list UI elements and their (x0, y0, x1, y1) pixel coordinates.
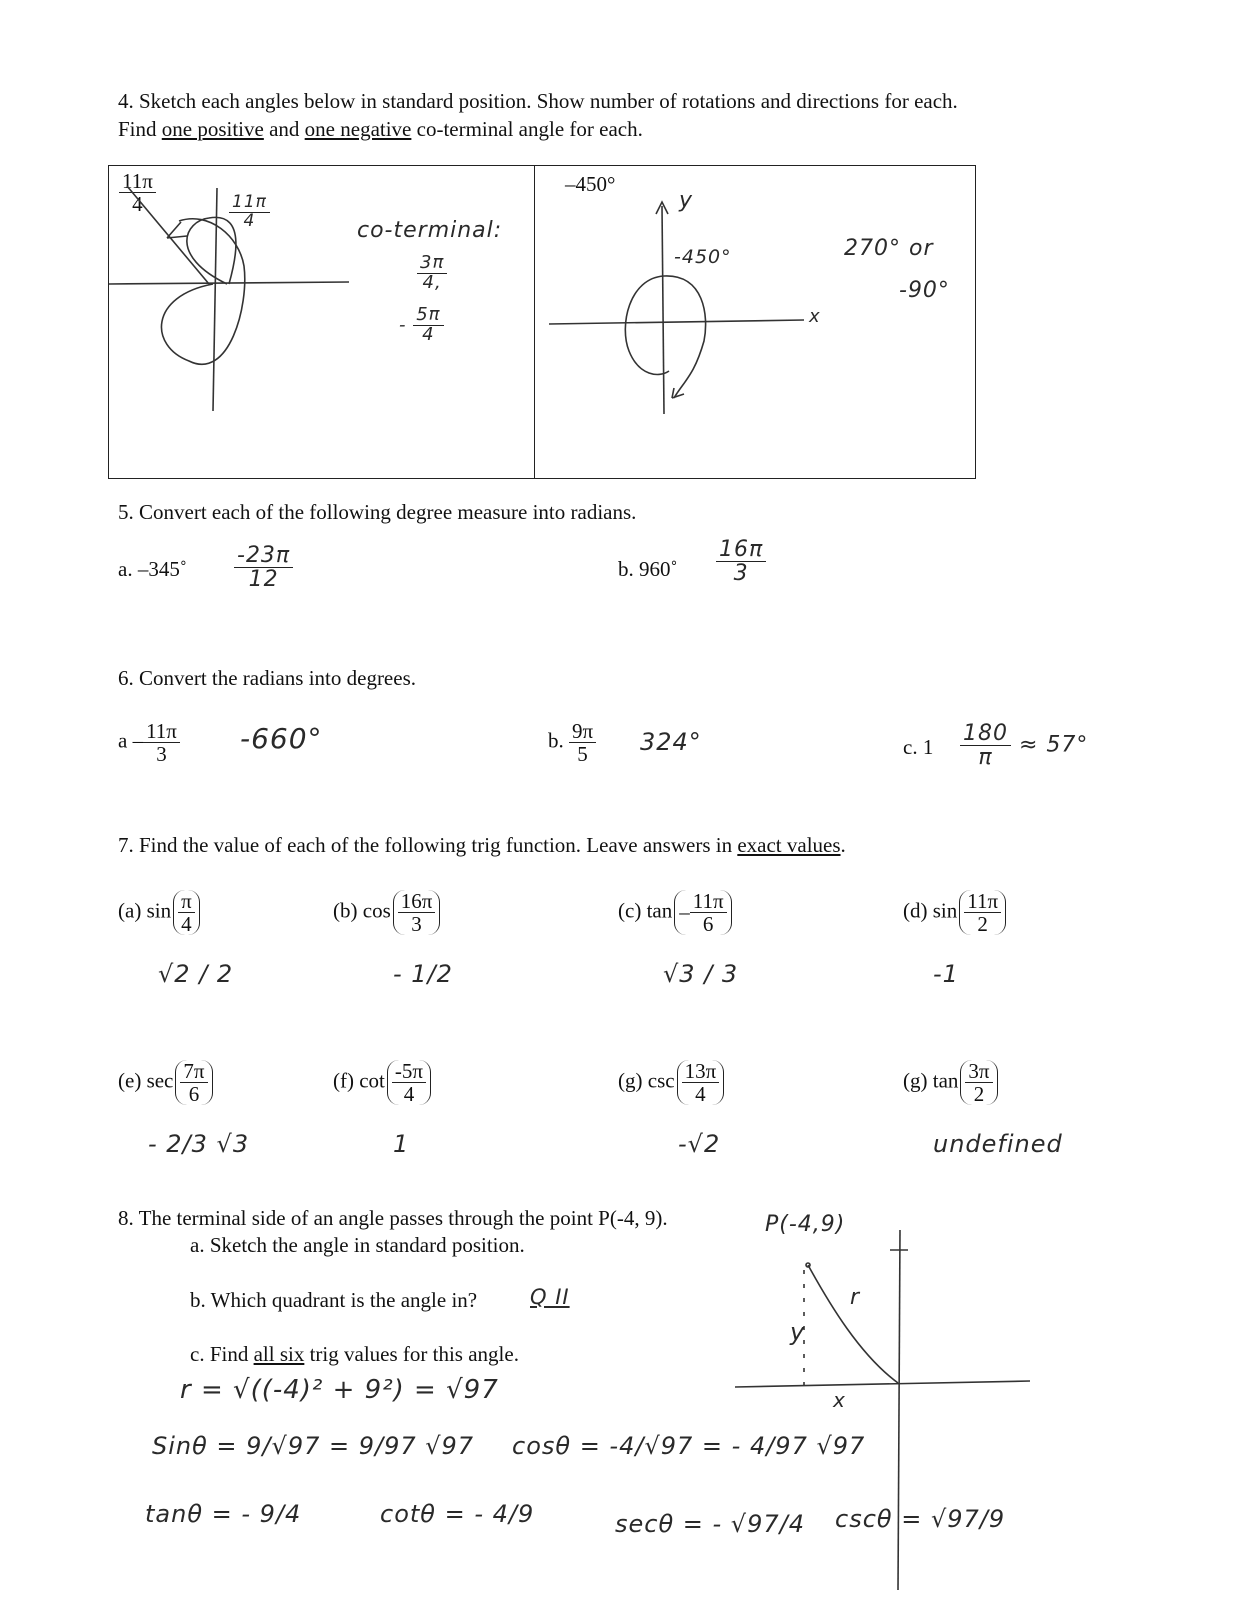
q7-answer: √2 / 2 (158, 960, 234, 988)
item-label: (d) (903, 898, 928, 923)
numerator: 13π (682, 1060, 720, 1083)
denominator: 4 (422, 323, 435, 345)
denominator: π (978, 745, 993, 771)
item-label: (b) (333, 898, 358, 923)
sign: - (399, 314, 407, 336)
text: . (840, 833, 846, 857)
point-label: P(-4,9) (765, 1212, 846, 1237)
y-label: y (790, 1318, 806, 1346)
q8-title: 8. The terminal side of an angle passes through the point P(-4, 9). (118, 1206, 668, 1230)
item-label: (f) (333, 1068, 354, 1093)
csc-work: cscθ = √97/9 (835, 1505, 1006, 1533)
item-label: (g) (903, 1068, 928, 1093)
left-hw-angle (229, 194, 270, 231)
right-answer-line2: -90° (899, 278, 950, 303)
cot-work: cotθ = - 4/9 (380, 1500, 535, 1528)
r-work: r = √((-4)² + 9²) = √97 (180, 1375, 499, 1405)
function-name: sin (146, 898, 172, 923)
denominator: 3 (411, 912, 422, 937)
denominator: 4 (243, 210, 256, 231)
argument (173, 890, 200, 935)
numerator: 9π (569, 720, 596, 743)
q7-item (618, 1060, 724, 1105)
q4-prompt-line1: 4. Sketch each angles below in standard position. Show number of rotations and directions for each. (118, 89, 958, 113)
right-x-axis-label: x (809, 306, 821, 327)
text: co-terminal angle for each. (411, 117, 643, 141)
denominator: 4, (422, 271, 442, 293)
q6b (548, 720, 596, 765)
q6b-answer: 324° (640, 728, 702, 756)
numerator: 11π (143, 720, 180, 743)
q7-answer: - 1/2 (393, 960, 453, 988)
denominator: 6 (702, 912, 714, 937)
q7-answer: √3 / 3 (663, 960, 739, 988)
q5a-answer (234, 544, 293, 591)
function-name: csc (647, 1068, 675, 1093)
q8c (190, 1342, 519, 1367)
numerator: 7π (180, 1060, 207, 1083)
denominator: 2 (977, 912, 988, 937)
right-hw-angle: -450° (674, 246, 732, 268)
denominator: 12 (248, 567, 279, 593)
q7-answer: - 2/3 √3 (148, 1130, 250, 1158)
right-angle-label: –450° (565, 172, 616, 196)
argument (959, 890, 1006, 935)
q5-title: 5. Convert each of the following degree measure into radians. (118, 500, 637, 524)
q6c-answer (960, 722, 1088, 769)
q6c-label: c. 1 (903, 735, 934, 759)
argument (175, 1060, 212, 1105)
q7-item (903, 890, 1006, 935)
x-label: x (833, 1388, 846, 1412)
text: Find (118, 117, 162, 141)
q6a-answer: -660° (240, 722, 323, 755)
right-y-axis-label: y (679, 188, 694, 213)
function-name: tan (646, 898, 673, 923)
sec-work: secθ = - √97/4 (615, 1510, 805, 1538)
tan-work: tanθ = - 9/4 (145, 1500, 302, 1528)
text: all six (253, 1342, 305, 1366)
numerator: 11π (690, 890, 727, 913)
approx-value: ≈ 57° (1019, 732, 1089, 758)
q7-title (118, 833, 846, 858)
item-label: (c) (618, 898, 642, 923)
right-angle-sketch (534, 166, 975, 478)
denominator: 4 (695, 1082, 706, 1107)
denominator: 4 (132, 192, 143, 217)
text: 7. Find the value of each of the following trig function. Leave answers in (118, 833, 738, 857)
negative-coterminal (399, 306, 444, 345)
q7-item (903, 1060, 998, 1105)
numerator: -5π (392, 1060, 426, 1083)
right-answer-line1: 270° or (844, 236, 934, 261)
cos-work: cosθ = -4/√97 = - 4/97 √97 (512, 1432, 866, 1460)
item-label: (g) (618, 1068, 643, 1093)
r-label: r (850, 1285, 861, 1310)
numerator: 11π (229, 194, 270, 213)
text: exact values (737, 833, 841, 857)
function-name: cos (362, 898, 391, 923)
numerator: 180 (960, 722, 1011, 746)
q7-item (118, 890, 200, 935)
argument (674, 890, 731, 935)
q8b: b. Which quadrant is the angle in? (190, 1288, 478, 1312)
numerator: 11π (119, 170, 156, 193)
denominator: 4 (181, 912, 192, 937)
q7-answer: undefined (933, 1130, 1063, 1158)
q8b-answer: Q II (530, 1285, 570, 1309)
item-label: (e) (118, 1068, 142, 1093)
text: trig values for this angle. (304, 1342, 519, 1366)
q7-item (333, 890, 440, 935)
denominator: 3 (156, 742, 167, 767)
function-name: tan (932, 1068, 959, 1093)
q7-item (618, 890, 732, 935)
sin-work: Sinθ = 9/√97 = 9/97 √97 (152, 1432, 475, 1460)
text: c. Find (190, 1342, 254, 1366)
numerator: 3π (417, 254, 447, 274)
q8-sketch (730, 1225, 1060, 1595)
q6-title: 6. Convert the radians into degrees. (118, 666, 416, 690)
numerator: 16π (398, 890, 436, 913)
function-name: sec (146, 1068, 174, 1093)
q5b-label: b. 960˚ (618, 557, 678, 581)
q7-answer: -√2 (678, 1130, 721, 1158)
denominator: 3 (733, 561, 749, 587)
q4-answer-box (108, 165, 976, 479)
text: one negative (304, 117, 412, 141)
sign: – (679, 900, 690, 925)
sign: – (132, 728, 144, 753)
label: b. (548, 728, 564, 753)
left-angle-sketch (109, 166, 534, 478)
argument (960, 1060, 997, 1105)
numerator: π (178, 890, 195, 913)
argument (393, 890, 441, 935)
q8a: a. Sketch the angle in standard position. (190, 1233, 525, 1257)
coterminal-label: co-terminal: (357, 218, 503, 243)
argument (677, 1060, 725, 1105)
positive-coterminal (417, 254, 447, 293)
q7-item (118, 1060, 213, 1105)
numerator: 5π (413, 306, 443, 326)
q7-answer: 1 (393, 1130, 410, 1158)
function-name: cot (359, 1068, 385, 1093)
function-name: sin (932, 898, 958, 923)
q7-answer: -1 (933, 960, 959, 988)
q5b-answer (716, 538, 766, 585)
q5a-label: a. –345˚ (118, 557, 187, 581)
argument (387, 1060, 431, 1105)
numerator: 3π (965, 1060, 992, 1083)
text: one positive (161, 117, 264, 141)
item-label: (a) (118, 898, 142, 923)
denominator: 4 (403, 1082, 415, 1107)
q7-item (333, 1060, 431, 1105)
numerator: -23π (234, 544, 293, 568)
q4-prompt-line2 (118, 117, 643, 142)
numerator: 11π (964, 890, 1001, 913)
numerator: 16π (716, 538, 766, 562)
denominator: 6 (188, 1082, 200, 1107)
denominator: 2 (973, 1082, 985, 1107)
label: a (118, 728, 128, 753)
denominator: 5 (577, 742, 588, 767)
text: and (263, 117, 305, 141)
q6a (118, 720, 180, 765)
